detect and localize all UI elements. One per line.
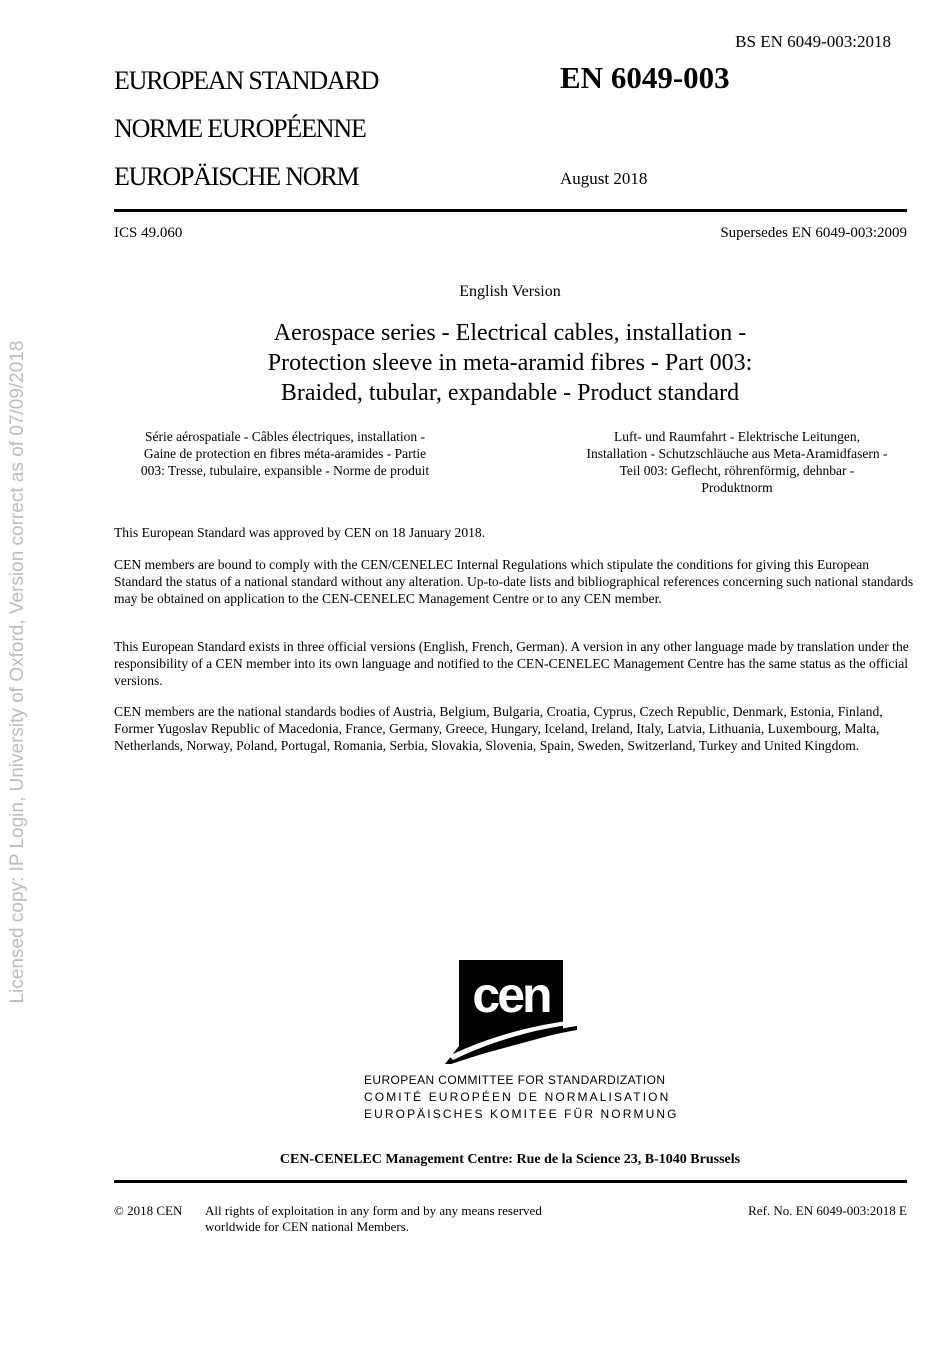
version-language: English Version <box>459 283 561 300</box>
committee-name-en: EUROPEAN COMMITTEE FOR STANDARDIZATION <box>364 1073 666 1087</box>
committee-name-de: EUROPÄISCHES KOMITEE FÜR NORMUNG <box>364 1107 679 1121</box>
standard-number: EN 6049-003 <box>560 60 730 95</box>
french-title-line: Série aérospatiale - Câbles électriques, installation - <box>144 429 426 444</box>
national-bodies-paragraph: CEN members are the national standards bodies of Austria, Belgium, Bulgaria, Croatia, Cyprus, Czech Republic, Denmark, Estonia, Finland, Former Yugoslav Republic of Macedonia, France, Germany, Greece, Hungary, Iceland, Ireland, Italy, Latvia, Lithuania, Luxembourg, Malta, Netherlands, Norway, Poland, Portugal, Romania, Serbia, Slovakia, Slovenia, Spain, Sweden, Switzerland, Turkey and United Kingdom. <box>114 704 883 753</box>
standard-name-en: EUROPEAN STANDARD <box>114 66 379 95</box>
copyright-notice: © 2018 CEN <box>114 1203 183 1218</box>
french-title-line: Gaine de protection en fibres méta-aramides - Partie <box>143 446 427 461</box>
footer-divider <box>114 1180 907 1183</box>
french-title-line: 003: Tresse, tubulaire, expansible - Norme de produit <box>140 463 430 478</box>
french-title <box>112 428 458 479</box>
rights-line: worldwide for CEN national Members. <box>205 1219 409 1234</box>
document-reference: BS EN 6049-003:2018 <box>735 32 891 51</box>
standard-name-de: EUROPÄISCHE NORM <box>114 162 359 191</box>
management-centre-address: CEN-CENELEC Management Centre: Rue de la Science 23, B-1040 Brussels <box>279 1152 741 1167</box>
members-obligation-paragraph: CEN members are bound to comply with the CEN/CENELEC Internal Regulations which stipulate the conditions for giving this European Standard the status of a national standard without any alteration. Up-to-date lists and bibliographical references concerning such national standards may be obtained on application to the CEN-CENELEC Management Centre or to any CEN member. <box>114 557 914 606</box>
title-line: Braided, tubular, expandable - Product standard <box>280 380 740 406</box>
supersedes-note: Supersedes EN 6049-003:2009 <box>720 225 907 241</box>
ics-code: ICS 49.060 <box>114 225 183 241</box>
title-line: Protection sleeve in meta-aramid fibres - Part 003: <box>267 350 753 376</box>
official-versions-paragraph: This European Standard exists in three official versions (English, French, German). A version in any other language made by translation under the responsibility of a CEN member into its own language and notified to the CEN-CENELEC Management Centre has the same status as the official versions. <box>114 639 909 688</box>
german-title-line: Teil 003: Geflecht, röhrenförmig, dehnbar - <box>619 463 855 478</box>
rights-notice <box>205 1203 625 1235</box>
german-title-line: Produktnorm <box>701 480 773 495</box>
cen-logo-text: cen <box>472 967 550 1023</box>
rights-line: All rights of exploitation in any form and by any means reserved <box>205 1203 542 1218</box>
title-line: Aerospace series - Electrical cables, installation - <box>273 320 747 346</box>
publication-date: August 2018 <box>560 169 648 188</box>
license-watermark: Licensed copy: IP Login, University of Oxford, Version correct as of 07/09/2018 <box>7 340 28 1004</box>
cen-logo-icon <box>445 960 577 1064</box>
document-title <box>150 318 870 408</box>
german-title-line: Luft- und Raumfahrt - Elektrische Leitungen, <box>614 429 860 444</box>
header-divider <box>114 209 907 212</box>
german-title <box>560 428 914 496</box>
approval-paragraph: This European Standard was approved by CEN on 18 January 2018. <box>114 525 486 540</box>
reference-number: Ref. No. EN 6049-003:2018 E <box>748 1203 907 1218</box>
german-title-line: Installation - Schutzschläuche aus Meta-Aramidfasern - <box>586 446 888 461</box>
standard-name-fr: NORME EUROPÉENNE <box>114 114 366 143</box>
committee-name-fr: COMITÉ EUROPÉEN DE NORMALISATION <box>364 1090 671 1104</box>
